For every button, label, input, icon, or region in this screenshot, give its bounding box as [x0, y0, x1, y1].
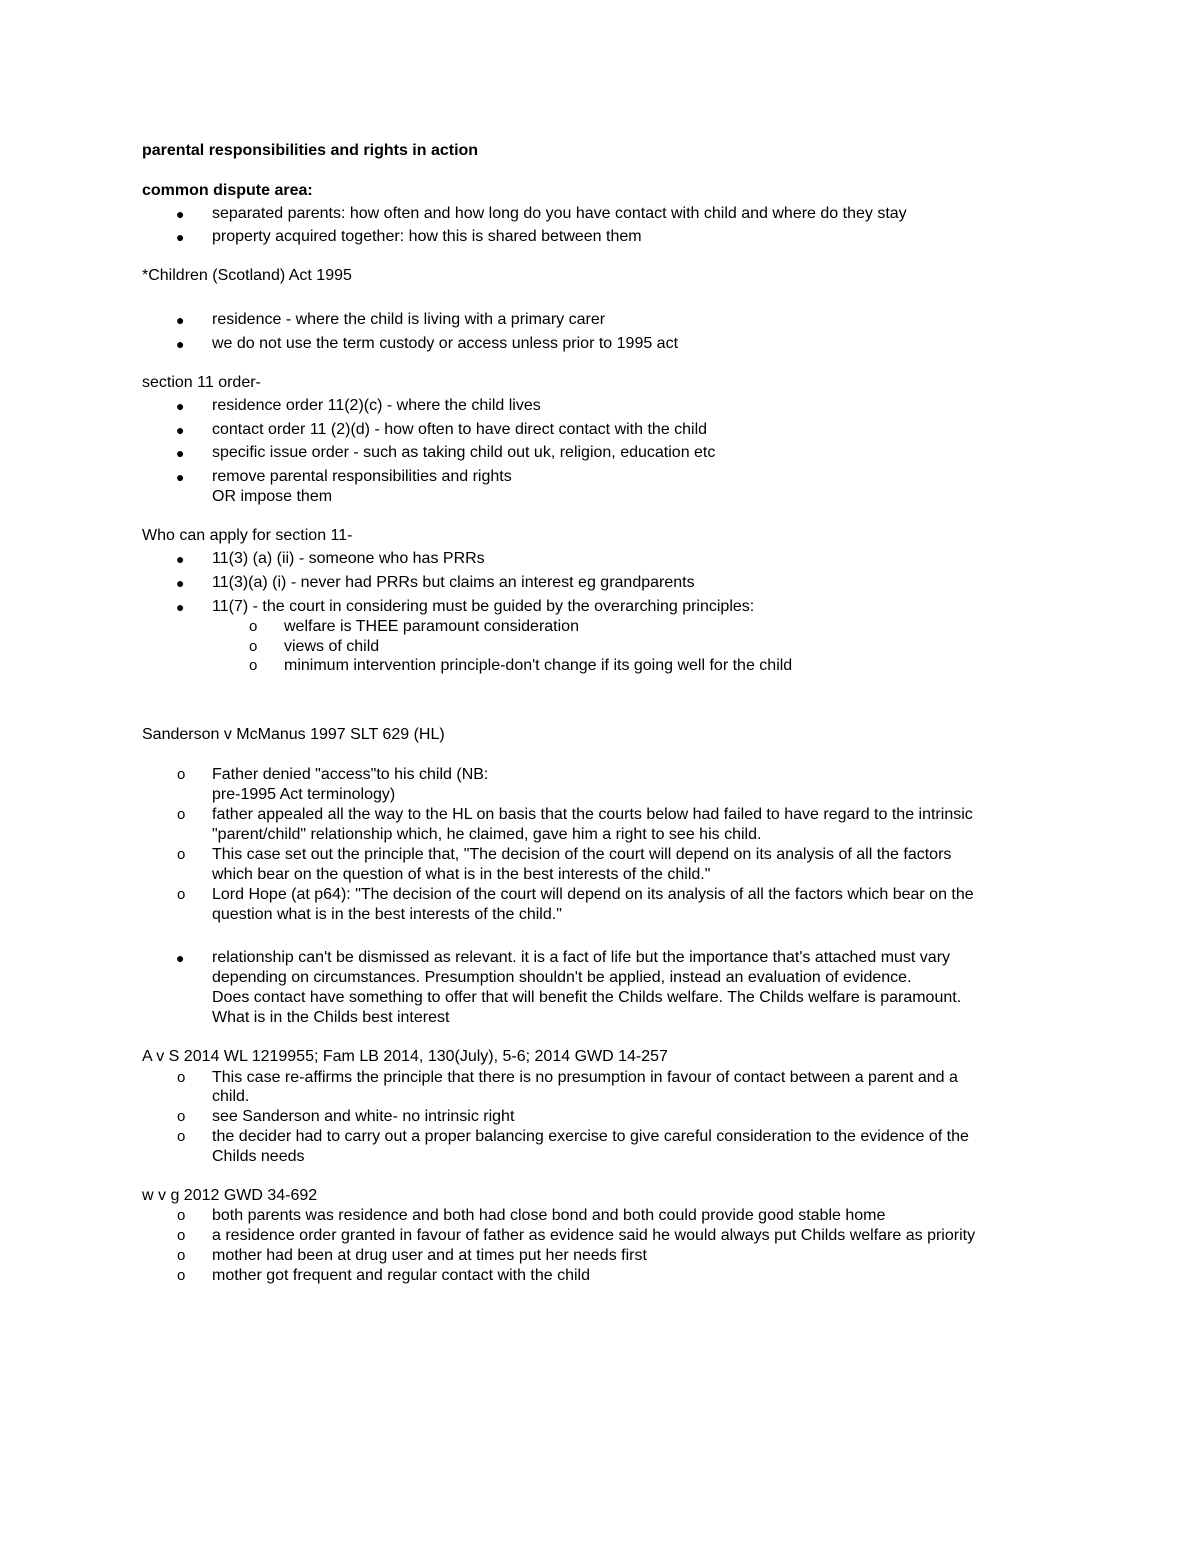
section-heading: Who can apply for section 11- — [142, 527, 353, 544]
circle-bullet-icon: o — [177, 886, 186, 903]
bullet-icon: ● — [176, 206, 185, 222]
sub-list-item: minimum intervention principle-don't change if its going well for the child — [284, 657, 793, 674]
bullet-icon: ● — [176, 445, 185, 461]
list-item: separated parents: how often and how long do you have contact with child and where do they stay — [212, 205, 907, 222]
bullet-icon: ● — [176, 336, 185, 352]
case-heading: w v g 2012 GWD 34-692 — [142, 1187, 318, 1204]
list-item: residence order 11(2)(c) - where the child lives — [212, 397, 541, 414]
bullet-icon: ● — [176, 469, 185, 485]
list-item: This case set out the principle that, "The decision of the court will depend on its analysis of all the factors — [212, 846, 952, 863]
list-item: father appealed all the way to the HL on basis that the courts below had failed to have regard to the intrinsic — [212, 806, 973, 823]
bullet-icon: ● — [176, 312, 185, 328]
list-item: contact order 11 (2)(d) - how often to have direct contact with the child — [212, 421, 708, 438]
circle-bullet-icon: o — [249, 657, 258, 674]
list-item-continuation: Childs needs — [212, 1148, 305, 1165]
note-line: relationship can't be dismissed as relevant. it is a fact of life but the importance that's attached must vary — [212, 949, 951, 966]
bullet-icon: ● — [176, 422, 185, 438]
circle-bullet-icon: o — [177, 846, 186, 863]
circle-bullet-icon: o — [177, 766, 186, 783]
list-item-continuation: pre-1995 Act terminology) — [212, 786, 396, 803]
circle-bullet-icon: o — [249, 638, 258, 655]
bullet-icon: ● — [176, 229, 185, 245]
bullet-icon: ● — [176, 575, 185, 591]
circle-bullet-icon: o — [177, 1108, 186, 1125]
list-item: remove parental responsibilities and rights — [212, 468, 512, 485]
list-item: both parents was residence and both had close bond and both could provide good stable home — [212, 1207, 886, 1224]
list-item: 11(7) - the court in considering must be guided by the overarching principles: — [212, 598, 755, 615]
list-item-continuation: question what is in the best interests of the child." — [212, 906, 562, 923]
circle-bullet-icon: o — [177, 1207, 186, 1224]
bullet-icon: ● — [176, 950, 185, 966]
list-item: Lord Hope (at p64): "The decision of the court will depend on its analysis of all the factors which bear on the — [212, 886, 974, 903]
circle-bullet-icon: o — [177, 1227, 186, 1244]
list-item: we do not use the term custody or access unless prior to 1995 act — [212, 335, 679, 352]
list-item: property acquired together: how this is shared between them — [212, 228, 642, 245]
list-item: 11(3) (a) (ii) - someone who has PRRs — [212, 550, 485, 567]
case-heading: Sanderson v McManus 1997 SLT 629 (HL) — [142, 726, 445, 743]
case-heading: A v S 2014 WL 1219955; Fam LB 2014, 130(July), 5-6; 2014 GWD 14-257 — [142, 1048, 668, 1065]
sub-list-item: welfare is THEE paramount consideration — [284, 618, 579, 635]
list-item: specific issue order - such as taking child out uk, religion, education etc — [212, 444, 716, 461]
list-item: the decider had to carry out a proper balancing exercise to give careful consideration to the evidence of the — [212, 1128, 969, 1145]
note-line: depending on circumstances. Presumption shouldn't be applied, instead an evaluation of evidence. — [212, 969, 912, 986]
list-item: residence - where the child is living with a primary carer — [212, 311, 606, 328]
document-title: parental responsibilities and rights in action — [142, 142, 479, 159]
list-item: mother got frequent and regular contact with the child — [212, 1267, 590, 1284]
section-heading: common dispute area: — [142, 182, 313, 199]
note-line: Does contact have something to offer that will benefit the Childs welfare. The Childs welfare is paramount. — [212, 989, 962, 1006]
list-item-continuation: OR impose them — [212, 488, 333, 505]
list-item-continuation: which bear on the question of what is in the best interests of the child." — [212, 866, 711, 883]
list-item-continuation: "parent/child" relationship which, he claimed, gave him a right to see his child. — [212, 826, 762, 843]
circle-bullet-icon: o — [177, 1247, 186, 1264]
list-item: Father denied "access"to his child (NB: — [212, 766, 489, 783]
list-item: 11(3)(a) (i) - never had PRRs but claims an interest eg grandparents — [212, 574, 695, 591]
list-item: a residence order granted in favour of father as evidence said he would always put Childs welfare as priority — [212, 1227, 976, 1244]
bullet-icon: ● — [176, 599, 185, 615]
circle-bullet-icon: o — [177, 1128, 186, 1145]
circle-bullet-icon: o — [177, 1069, 186, 1086]
circle-bullet-icon: o — [177, 1267, 186, 1284]
bullet-icon: ● — [176, 398, 185, 414]
note-line: What is in the Childs best interest — [212, 1009, 450, 1026]
bullet-icon: ● — [176, 551, 185, 567]
circle-bullet-icon: o — [177, 806, 186, 823]
section-heading: *Children (Scotland) Act 1995 — [142, 267, 352, 284]
section-heading: section 11 order- — [142, 374, 261, 391]
list-item: mother had been at drug user and at times put her needs first — [212, 1247, 647, 1264]
circle-bullet-icon: o — [249, 618, 258, 635]
sub-list-item: views of child — [284, 638, 380, 655]
list-item: see Sanderson and white- no intrinsic right — [212, 1108, 515, 1125]
list-item-continuation: child. — [212, 1088, 250, 1105]
list-item: This case re-affirms the principle that there is no presumption in favour of contact between a parent and a — [212, 1069, 958, 1086]
